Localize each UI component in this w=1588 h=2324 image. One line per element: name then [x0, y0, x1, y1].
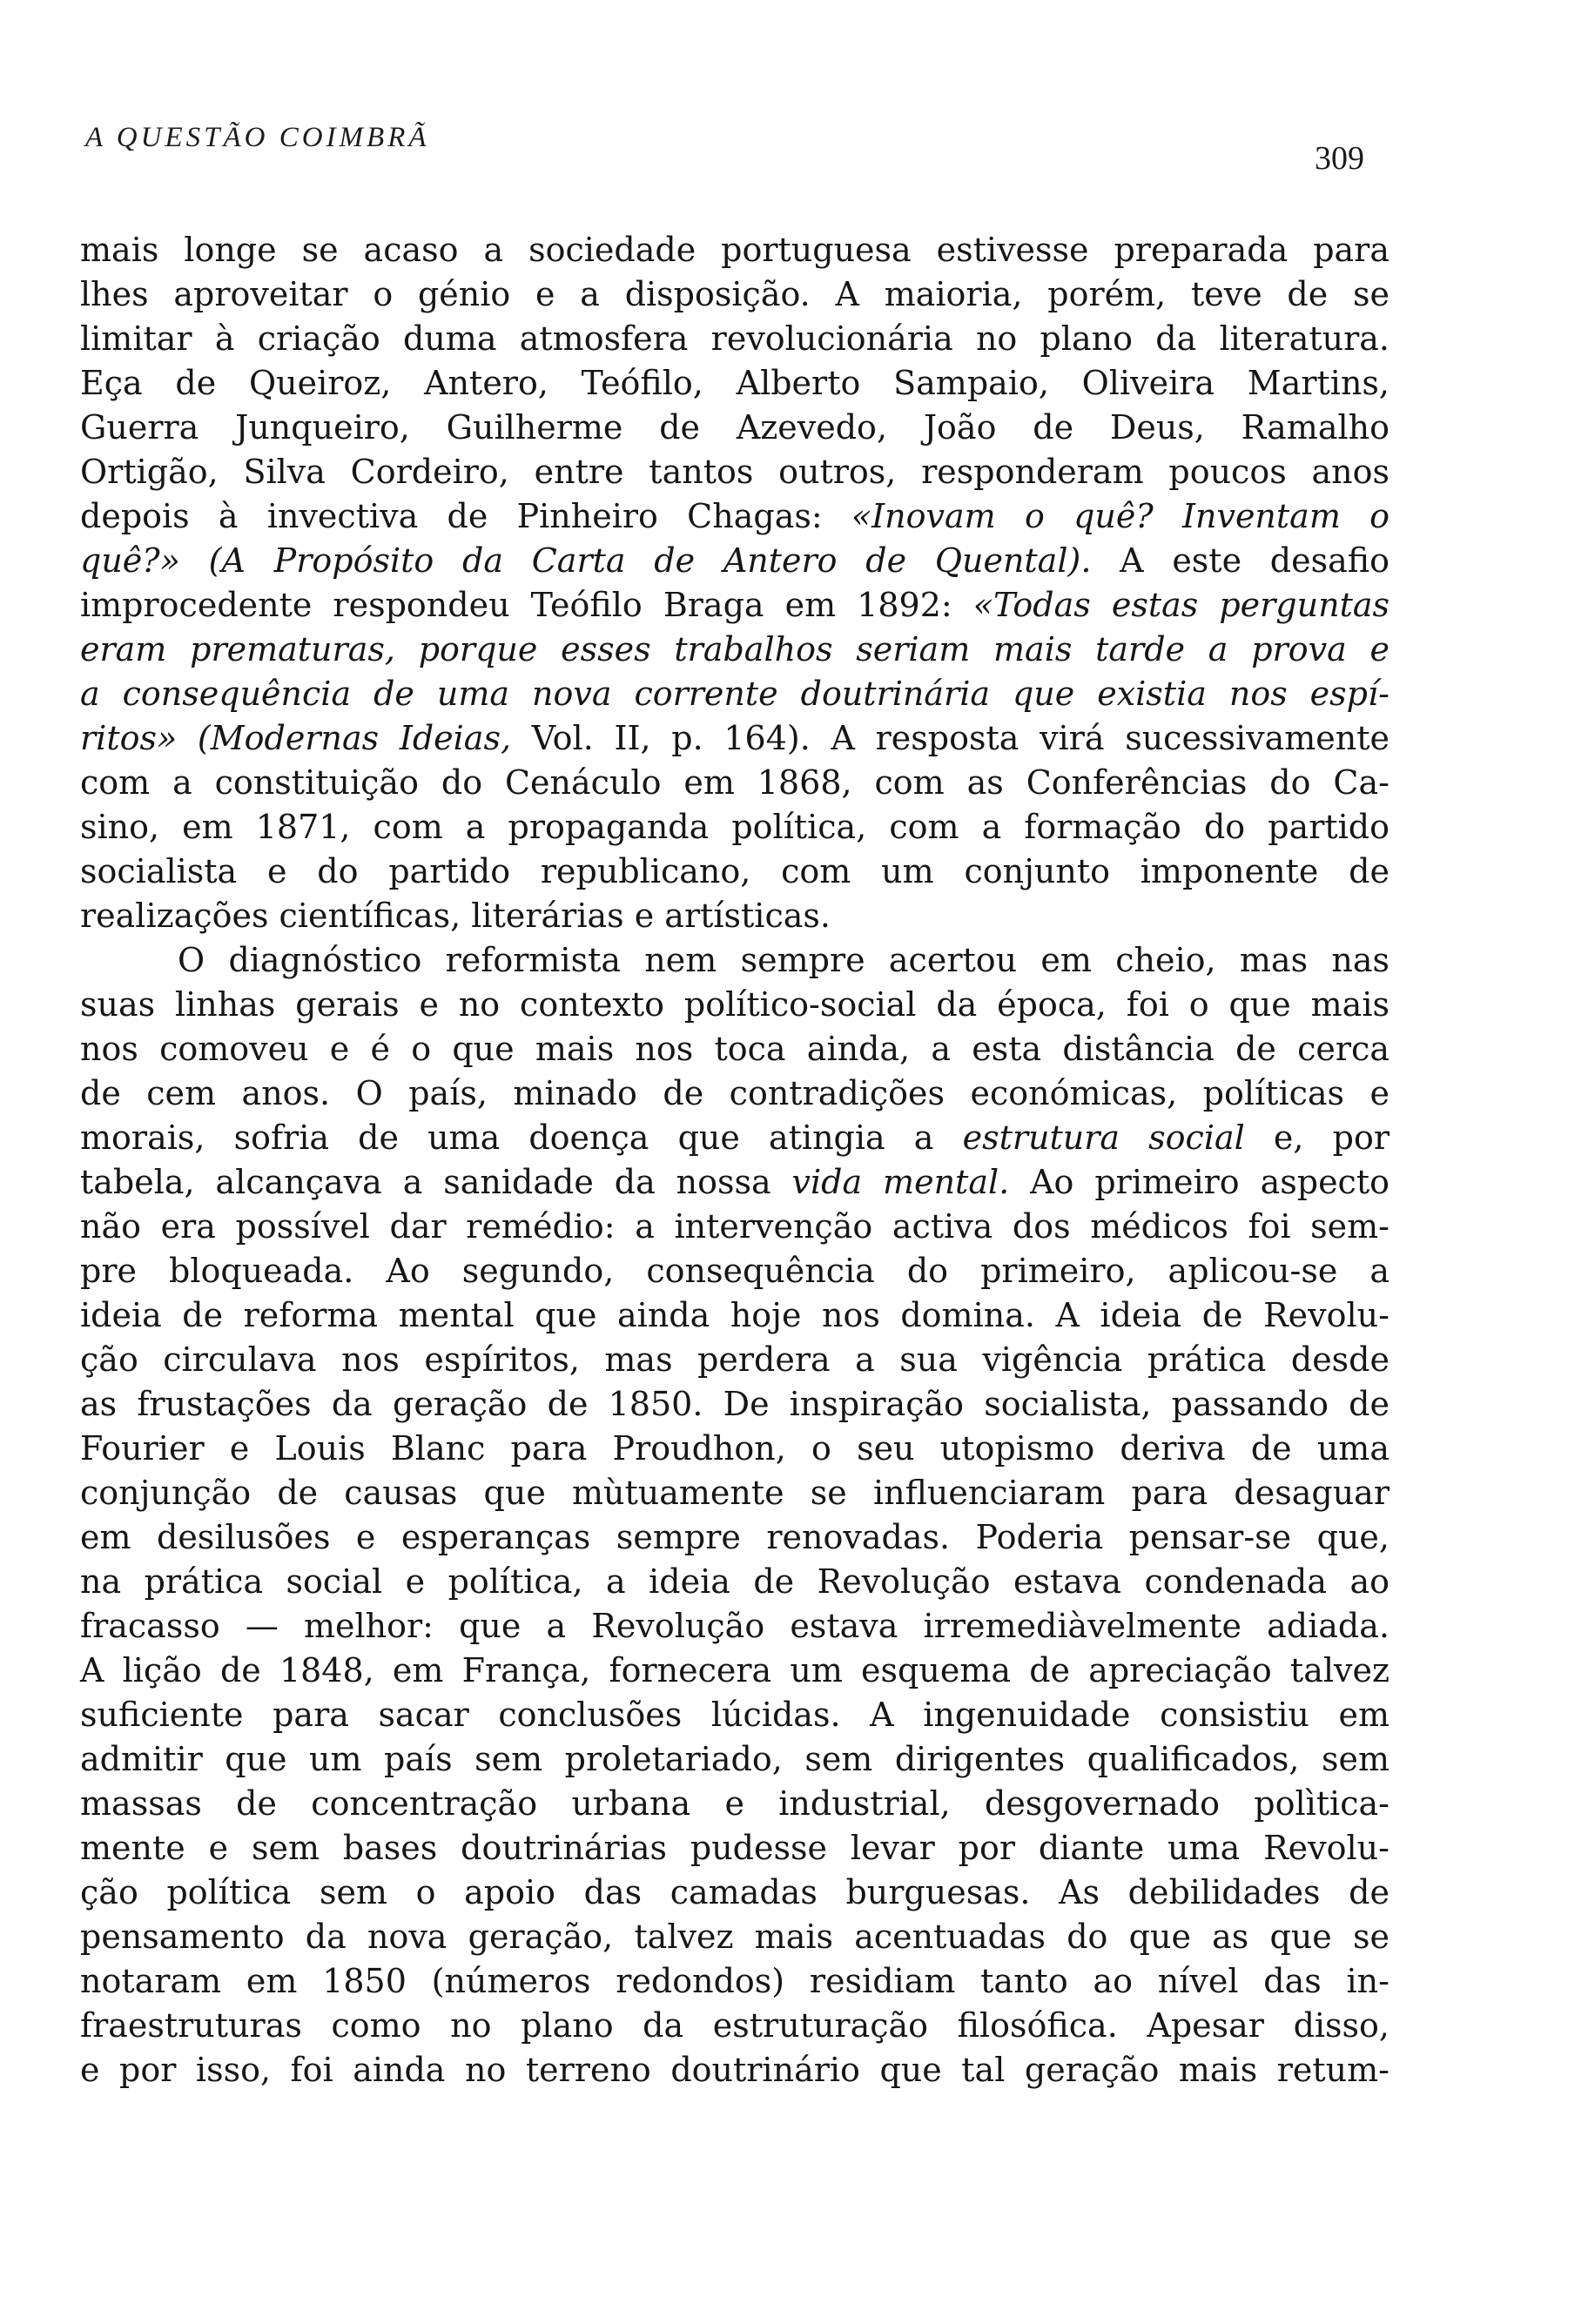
- text-line: [80, 2048, 1390, 2092]
- text-line: [80, 672, 1390, 716]
- text-run: não era possível dar remédio: a intervenção activa dos médicos foi sem-: [80, 1207, 1390, 1246]
- text-line: [80, 2004, 1390, 2048]
- text-line: [80, 406, 1390, 450]
- page-number: 309: [1315, 140, 1364, 177]
- italic-text: eram prematuras, porque esses trabalhos seriam mais tarde a prova e: [80, 630, 1390, 668]
- text-line: [80, 716, 1390, 761]
- text-line: [80, 1515, 1390, 1560]
- italic-text: a consequência de uma nova corrente doutrinária que existia nos espí-: [80, 675, 1390, 713]
- text-run: nos comoveu e é o que mais nos toca ainda, a esta distância de cerca: [80, 1030, 1390, 1068]
- paragraph: [80, 938, 1390, 2092]
- text-line: [80, 1338, 1390, 1382]
- italic-text: «Todas estas perguntas: [972, 586, 1390, 624]
- text-line: [80, 272, 1390, 317]
- text-run: notaram em 1850 (números redondos) residiam tanto ao nível das in-: [80, 1962, 1390, 2000]
- paragraph: [80, 228, 1390, 938]
- text-line: [80, 1027, 1390, 1071]
- text-run: Eça de Queiroz, Antero, Teófilo, Alberto Sampaio, Oliveira Martins,: [80, 364, 1390, 402]
- text-line: [80, 1959, 1390, 2004]
- text-line: [80, 228, 1390, 272]
- text-run: limitar à criação duma atmosfera revolucionária no plano da literatura.: [80, 319, 1390, 358]
- text-line: [80, 1737, 1390, 1782]
- text-run: em desilusões e esperanças sempre renovadas. Poderia pensar-se que,: [80, 1518, 1390, 1556]
- text-line: [80, 1382, 1390, 1427]
- text-line: [80, 539, 1390, 583]
- text-run: realizações científicas, literárias e artísticas.: [80, 897, 831, 935]
- text-line: [80, 1871, 1390, 1915]
- text-line: [80, 1160, 1390, 1205]
- body-text: [80, 228, 1390, 2092]
- text-line: [80, 317, 1390, 361]
- text-line: [80, 983, 1390, 1027]
- text-run: Vol. II, p. 164). A resposta virá sucessivamente: [511, 719, 1390, 757]
- text-run: Ortigão, Silva Cordeiro, entre tantos outros, responderam poucos anos: [80, 453, 1390, 491]
- text-line: [80, 1604, 1390, 1649]
- text-run: na prática social e política, a ideia de Revolução estava condenada ao: [80, 1562, 1390, 1601]
- text-run: e por isso, foi ainda no terreno doutrinário que tal geração mais retum-: [80, 2051, 1390, 2089]
- text-line: [80, 1293, 1390, 1338]
- text-run: tabela, alcançava a sanidade da nossa: [80, 1163, 792, 1201]
- text-run: Guerra Junqueiro, Guilherme de Azevedo, João de Deus, Ramalho: [80, 408, 1390, 447]
- text-run: O diagnóstico reformista nem sempre acertou em cheio, mas nas: [178, 941, 1390, 979]
- text-run: ção circulava nos espíritos, mas perdera a sua vigência prática desde: [80, 1340, 1390, 1379]
- text-line: [80, 361, 1390, 406]
- text-run: ção política sem o apoio das camadas burguesas. As debilidades de: [80, 1873, 1390, 1911]
- italic-text: estrutura social: [962, 1118, 1245, 1157]
- text-line: [80, 894, 1390, 938]
- text-run: suficiente para sacar conclusões lúcidas. A ingenuidade consistiu em: [80, 1696, 1390, 1734]
- text-run: Ao primeiro aspecto: [1009, 1163, 1390, 1201]
- text-line: [80, 805, 1390, 850]
- text-run: improcedente respondeu Teófilo Braga em 1892:: [80, 586, 973, 624]
- text-run: Fourier e Louis Blanc para Proudhon, o seu utopismo deriva de uma: [80, 1429, 1390, 1468]
- text-line: [80, 1116, 1390, 1160]
- running-title: A QUESTÃO COIMBRÃ: [85, 122, 430, 153]
- italic-text: ritos» (Modernas Ideias,: [80, 719, 512, 757]
- text-run: A lição de 1848, em França, fornecera um esquema de apreciação talvez: [80, 1651, 1390, 1689]
- text-line: [80, 1249, 1390, 1293]
- italic-text: vida mental.: [791, 1163, 1010, 1201]
- text-run: conjunção de causas que mùtuamente se influenciaram para desaguar: [80, 1474, 1390, 1512]
- text-run: com a constituição do Cenáculo em 1868, com as Conferências do Ca-: [80, 763, 1390, 802]
- text-run: ideia de reforma mental que ainda hoje nos domina. A ideia de Revolu-: [80, 1296, 1390, 1334]
- text-run: A este desafio: [1091, 541, 1390, 580]
- text-line: [80, 1693, 1390, 1737]
- text-line: [80, 628, 1390, 672]
- text-line: [80, 1560, 1390, 1604]
- text-run: pre bloqueada. Ao segundo, consequência do primeiro, aplicou-se a: [80, 1252, 1390, 1290]
- text-line: [80, 583, 1390, 628]
- text-line: [80, 1205, 1390, 1249]
- text-line: [80, 494, 1390, 539]
- text-run: as frustações da geração de 1850. De inspiração socialista, passando de: [80, 1385, 1390, 1423]
- text-line: [80, 938, 1390, 983]
- text-run: admitir que um país sem proletariado, sem dirigentes qualificados, sem: [80, 1740, 1390, 1778]
- italic-text: quê?» (A Propósito da Carta de Antero de Quental).: [80, 541, 1092, 580]
- text-line: [80, 450, 1390, 494]
- text-line: [80, 1782, 1390, 1826]
- text-run: socialista e do partido republicano, com um conjunto imponente de: [80, 852, 1390, 890]
- text-run: lhes aproveitar o génio e a disposição. A maioria, porém, teve de se: [80, 275, 1390, 313]
- italic-text: «Inovam o quê? Inventam o: [851, 497, 1390, 535]
- text-line: [80, 1649, 1390, 1693]
- text-line: [80, 1427, 1390, 1471]
- text-run: sino, em 1871, com a propaganda política, com a formação do partido: [80, 808, 1390, 846]
- text-line: [80, 1471, 1390, 1515]
- text-line: [80, 761, 1390, 805]
- text-run: morais, sofria de uma doença que atingia a: [80, 1118, 963, 1157]
- text-run: depois à invectiva de Pinheiro Chagas:: [80, 497, 851, 535]
- text-run: mais longe se acaso a sociedade portuguesa estivesse preparada para: [80, 231, 1390, 269]
- text-run: pensamento da nova geração, talvez mais acentuadas do que as que se: [80, 1918, 1390, 1956]
- text-line: [80, 1071, 1390, 1116]
- text-line: [80, 1826, 1390, 1871]
- text-line: [80, 1915, 1390, 1959]
- text-run: de cem anos. O país, minado de contradições económicas, políticas e: [80, 1074, 1390, 1112]
- text-run: massas de concentração urbana e industrial, desgovernado polìtica-: [80, 1784, 1390, 1823]
- text-run: mente e sem bases doutrinárias pudesse levar por diante uma Revolu-: [80, 1829, 1390, 1867]
- text-line: [80, 850, 1390, 894]
- text-run: suas linhas gerais e no contexto político-social da época, foi o que mais: [80, 985, 1390, 1024]
- text-run: fracasso — melhor: que a Revolução estava irremediàvelmente adiada.: [80, 1607, 1390, 1645]
- text-run: e, por: [1244, 1118, 1390, 1157]
- text-run: fraestruturas como no plano da estruturação filosófica. Apesar disso,: [80, 2006, 1390, 2045]
